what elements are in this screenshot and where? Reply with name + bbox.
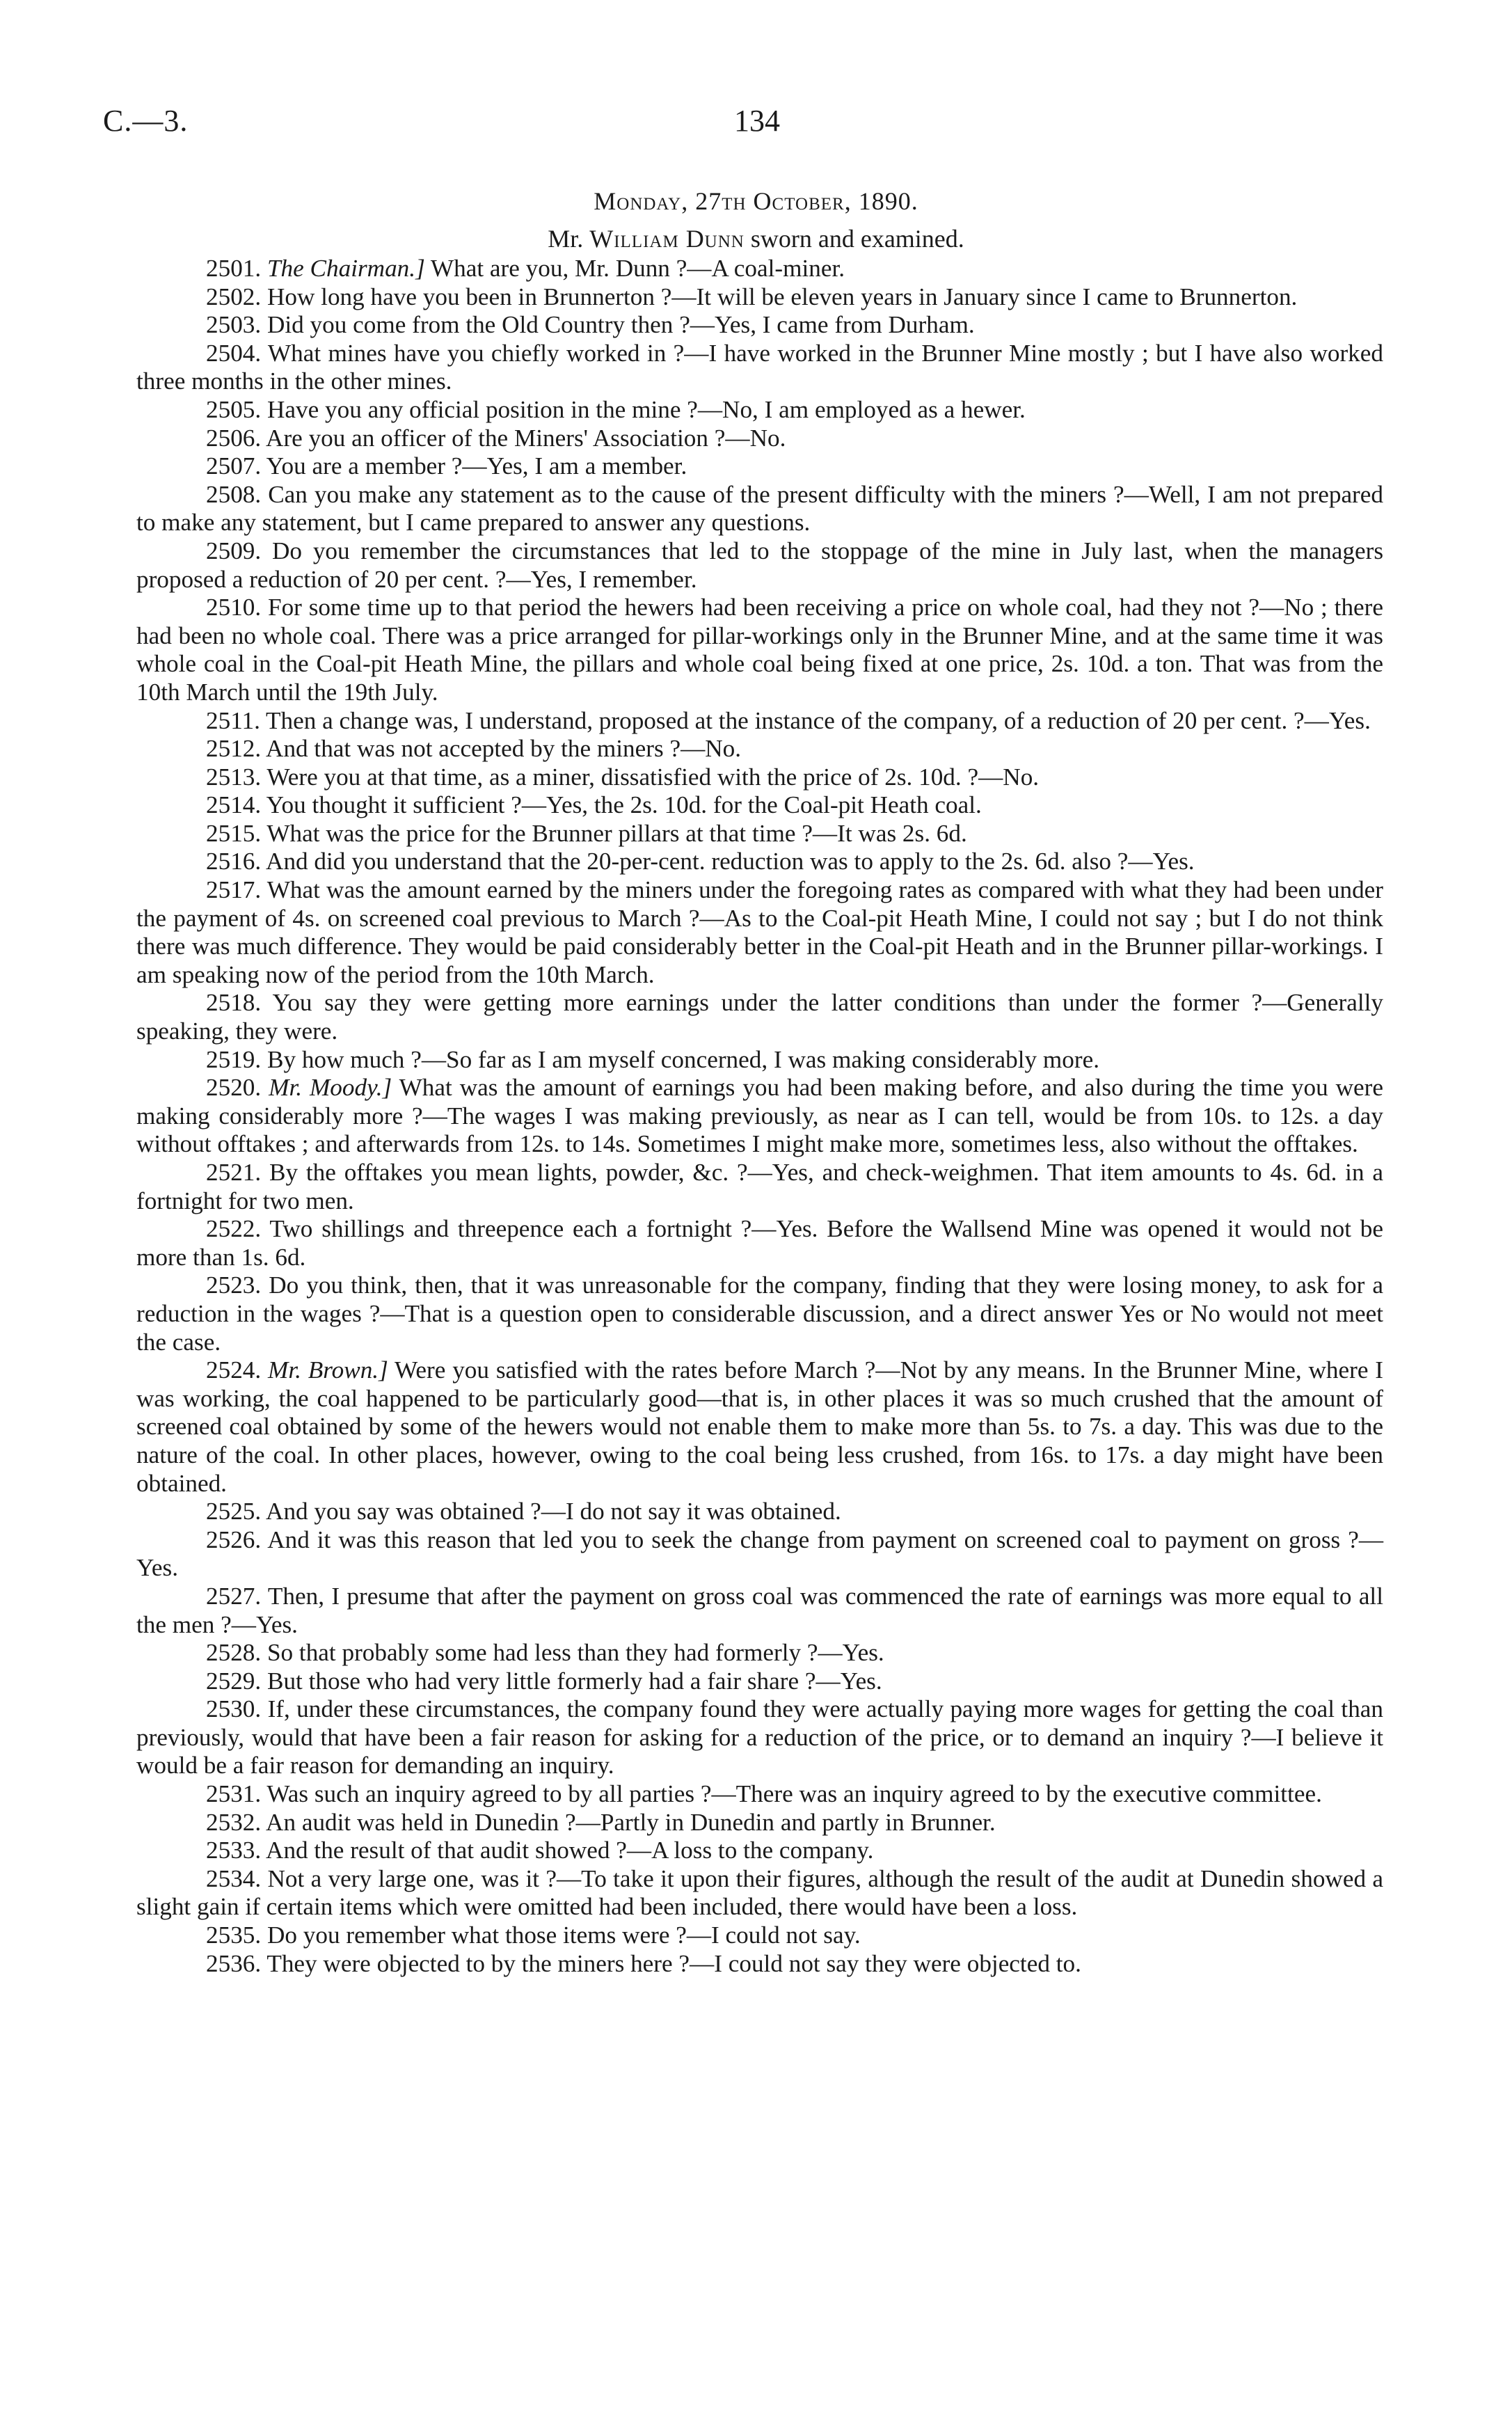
question-text: They were objected to by the miners here ?—I could not say they were objected to. xyxy=(266,1949,1081,1977)
question-paragraph xyxy=(136,283,1383,312)
question-text: What mines have you chiefly worked in ?—I have worked in the Brunner Mine mostly ; but I have also worked three months in the other mines. xyxy=(136,339,1383,395)
question-text: And you say was obtained ?—I do not say it was obtained. xyxy=(266,1498,841,1525)
question-paragraph xyxy=(136,1780,1383,1809)
question-number: 2521. xyxy=(206,1159,262,1186)
question-number: 2515. xyxy=(206,819,262,847)
speaker-label: Mr. Brown.] xyxy=(268,1356,388,1384)
question-text: Then, I presume that after the payment on gross coal was commenced the rate of earnings was more equal to all the men ?—Yes. xyxy=(136,1582,1383,1638)
question-number: 2536. xyxy=(206,1949,262,1977)
question-paragraph xyxy=(136,763,1383,792)
question-paragraph xyxy=(136,1583,1383,1639)
question-number: 2516. xyxy=(206,848,262,875)
question-number: 2509. xyxy=(206,537,262,564)
question-text: And it was this reason that led you to seek the change from payment on screened coal to payment on gross ?—Yes. xyxy=(136,1525,1383,1582)
question-text: What was the price for the Brunner pillars at that time ?—It was 2s. 6d. xyxy=(266,819,967,847)
page-header xyxy=(0,103,1512,145)
question-paragraph xyxy=(136,1526,1383,1583)
question-number: 2530. xyxy=(206,1695,262,1723)
question-paragraph xyxy=(136,1639,1383,1667)
question-number: 2523. xyxy=(206,1271,262,1299)
page-number: 134 xyxy=(734,104,780,138)
question-paragraph xyxy=(136,1356,1383,1498)
question-paragraph xyxy=(136,1950,1383,1979)
question-number: 2513. xyxy=(206,763,262,791)
question-text: Not a very large one, was it ?—To take it upon their figures, although the result of the audit at Dunedin showed a slight gain if certain items which were omitted had been included, there would have been a loss. xyxy=(136,1864,1383,1921)
document-code: C.—3. xyxy=(103,104,189,138)
question-text: So that probably some had less than they had formerly ?—Yes. xyxy=(266,1639,884,1667)
question-number: 2505. xyxy=(206,395,262,423)
question-text: You are a member ?—Yes, I am a member. xyxy=(266,452,687,480)
question-number: 2532. xyxy=(206,1808,262,1836)
question-number: 2507. xyxy=(206,452,262,480)
question-text: Do you remember the circumstances that led to the stoppage of the mine in July last, when the managers proposed a reduction of 20 per cent. ?—Yes, I remember. xyxy=(136,537,1384,593)
question-number: 2520. xyxy=(206,1074,262,1102)
question-number: 2511. xyxy=(206,706,260,734)
speaker-label: Mr. Moody.] xyxy=(269,1074,392,1102)
question-text: And the result of that audit showed ?—A loss to the company. xyxy=(266,1837,874,1864)
question-text: You say they were getting more earnings under the latter conditions than under the former ?—Generally speaking, they were. xyxy=(136,989,1383,1045)
question-paragraph xyxy=(136,707,1383,736)
question-number: 2502. xyxy=(206,283,262,310)
question-text: Was such an inquiry agreed to by all parties ?—There was an inquiry agreed to by the executive committee. xyxy=(266,1780,1322,1808)
question-text: How long have you been in Brunnerton ?—It will be eleven years in January since I came to Brunnerton. xyxy=(266,283,1298,310)
question-number: 2503. xyxy=(206,311,262,339)
question-paragraph xyxy=(136,820,1383,848)
question-paragraph xyxy=(136,1809,1383,1837)
question-text: Do you think, then, that it was unreasonable for the company, finding that they were losing money, to ask for a reduction in the wages ?—That is a question open to considerable discussion, and a direct answer Yes or No would not meet the case. xyxy=(136,1271,1384,1356)
question-text: Two shillings and threepence each a fortnight ?—Yes. Before the Wallsend Mine was opened it would not be more than 1s. 6d. xyxy=(136,1215,1383,1271)
question-text: But those who had very little formerly had a fair share ?—Yes. xyxy=(266,1667,882,1695)
question-paragraph xyxy=(136,396,1383,425)
witness-suffix: sworn and examined. xyxy=(750,225,964,253)
witness-prefix: Mr. xyxy=(548,225,584,253)
question-number: 2528. xyxy=(206,1639,262,1667)
question-text: What was the amount of earnings you had been making before, and also during the time you were making considerably more ?—The wages I was making previously, as near as I can tell, would be from 10s. to 12s. a day without offtakes ; and afterwards from 12s. to 14s. Sometimes I might make more, sometimes less, also without the offtakes. xyxy=(136,1074,1384,1158)
question-text: And that was not accepted by the miners ?—No. xyxy=(266,735,742,763)
question-text: By the offtakes you mean lights, powder, &c. ?—Yes, and check-weighmen. That item amounts to 4s. 6d. in a fortnight for two men. xyxy=(136,1159,1383,1214)
question-number: 2529. xyxy=(206,1667,262,1695)
question-paragraph xyxy=(136,989,1383,1045)
question-text: And did you understand that the 20-per-cent. reduction was to apply to the 2s. 6d. also ?—Yes. xyxy=(266,848,1195,875)
question-text: Then a change was, I understand, proposed at the instance of the company, of a reduction of 20 per cent. ?—Yes. xyxy=(266,706,1371,734)
question-paragraph xyxy=(136,1271,1383,1356)
question-paragraph xyxy=(136,1074,1383,1159)
question-text: An audit was held in Dunedin ?—Partly in Dunedin and partly in Brunner. xyxy=(266,1808,996,1836)
question-number: 2506. xyxy=(206,424,262,452)
question-text: For some time up to that period the hewers had been receiving a price on whole coal, had they not ?—No ; there had been no whole coal. There was a price arranged for pillar-workings only in the Brunner Mine, and at the same time it was whole coal in the Coal-pit Heath Mine, the pillars and whole coal being fixed at one price, 2s. 10d. a ton. That was from the 10th March until the 19th July. xyxy=(136,594,1383,706)
witness-heading xyxy=(0,224,1512,253)
question-number: 2522. xyxy=(206,1215,262,1243)
speaker-label: The Chairman.] xyxy=(266,255,425,282)
question-paragraph xyxy=(136,1695,1383,1780)
question-text: What are you, Mr. Dunn ?—A coal-miner. xyxy=(424,255,845,282)
question-text: Were you at that time, as a miner, dissatisfied with the price of 2s. 10d. ?—No. xyxy=(266,763,1040,791)
question-text: If, under these circumstances, the company found they were actually paying more wages for getting the coal than previously, would that have been a fair reason for asking for a reduction of the price, or to demand an inquiry ?—I believe it would be a fair reason for demanding an inquiry. xyxy=(136,1695,1384,1780)
question-number: 2525. xyxy=(206,1498,262,1525)
question-text: What was the amount earned by the miners under the foregoing rates as compared with what they had been under the payment of 4s. on screened coal previous to March ?—As to the Coal-pit Heath Mine, I could not say ; but I do not think there was much difference. They would be paid considerably better in the Coal-pit Heath and in the Brunner pillar-workings. I am speaking now of the period from the 10th March. xyxy=(136,876,1384,988)
question-paragraph xyxy=(136,594,1383,706)
question-number: 2533. xyxy=(206,1837,262,1864)
question-paragraph xyxy=(136,311,1383,340)
question-paragraph xyxy=(136,1159,1383,1215)
question-number: 2527. xyxy=(206,1582,262,1610)
testimony-body xyxy=(136,255,1383,1978)
question-paragraph xyxy=(136,255,1383,283)
question-paragraph xyxy=(136,735,1383,763)
question-text: Are you an officer of the Miners' Association ?—No. xyxy=(266,424,786,452)
question-number: 2512. xyxy=(206,735,262,763)
question-paragraph xyxy=(136,1865,1383,1921)
question-paragraph xyxy=(136,1498,1383,1526)
question-number: 2524. xyxy=(206,1356,262,1384)
question-text: Were you satisfied with the rates before March ?—Not by any means. In the Brunner Mine, where I was working, the coal happened to be particularly good—that is, in other places it was so much crushed that the amount of screened coal obtained by some of the hewers would not enable them to make more than 5s. to 7s. a day. This was due to the nature of the coal. In other places, however, owing to the coal being less crushed, from 16s. to 17s. a day might have been obtained. xyxy=(136,1356,1383,1497)
question-paragraph xyxy=(136,1046,1383,1075)
question-number: 2535. xyxy=(206,1921,262,1949)
question-number: 2501. xyxy=(206,255,262,282)
question-text: Can you make any statement as to the cause of the present difficulty with the miners ?—Well, I am not prepared to make any statement, but I came prepared to answer any questions. xyxy=(136,480,1383,537)
date-heading: Monday, 27th October, 1890. xyxy=(594,187,918,215)
question-number: 2534. xyxy=(206,1864,262,1892)
question-text: Do you remember what those items were ?—I could not say. xyxy=(266,1921,861,1949)
question-number: 2517. xyxy=(206,876,262,904)
question-text: Have you any official position in the mine ?—No, I am employed as a hewer. xyxy=(266,395,1026,423)
question-paragraph xyxy=(136,848,1383,876)
question-number: 2519. xyxy=(206,1045,262,1073)
question-number: 2526. xyxy=(206,1525,262,1553)
witness-name: William Dunn xyxy=(589,225,745,253)
question-number: 2504. xyxy=(206,339,262,367)
question-paragraph xyxy=(136,791,1383,820)
question-text: By how much ?—So far as I am myself concerned, I was making considerably more. xyxy=(266,1045,1100,1073)
question-text: Did you come from the Old Country then ?—Yes, I came from Durham. xyxy=(266,311,975,339)
question-paragraph xyxy=(136,537,1383,594)
question-paragraph xyxy=(136,1921,1383,1950)
question-paragraph xyxy=(136,452,1383,481)
question-paragraph xyxy=(136,1837,1383,1865)
question-paragraph xyxy=(136,425,1383,453)
question-number: 2508. xyxy=(206,480,262,508)
question-paragraph xyxy=(136,481,1383,537)
question-number: 2510. xyxy=(206,594,262,621)
question-text: You thought it sufficient ?—Yes, the 2s. 10d. for the Coal-pit Heath coal. xyxy=(266,791,982,819)
question-number: 2531. xyxy=(206,1780,262,1808)
question-paragraph xyxy=(136,1215,1383,1271)
question-number: 2514. xyxy=(206,791,262,819)
question-number: 2518. xyxy=(206,989,262,1017)
question-paragraph xyxy=(136,1667,1383,1696)
question-paragraph xyxy=(136,340,1383,396)
question-paragraph xyxy=(136,876,1383,989)
